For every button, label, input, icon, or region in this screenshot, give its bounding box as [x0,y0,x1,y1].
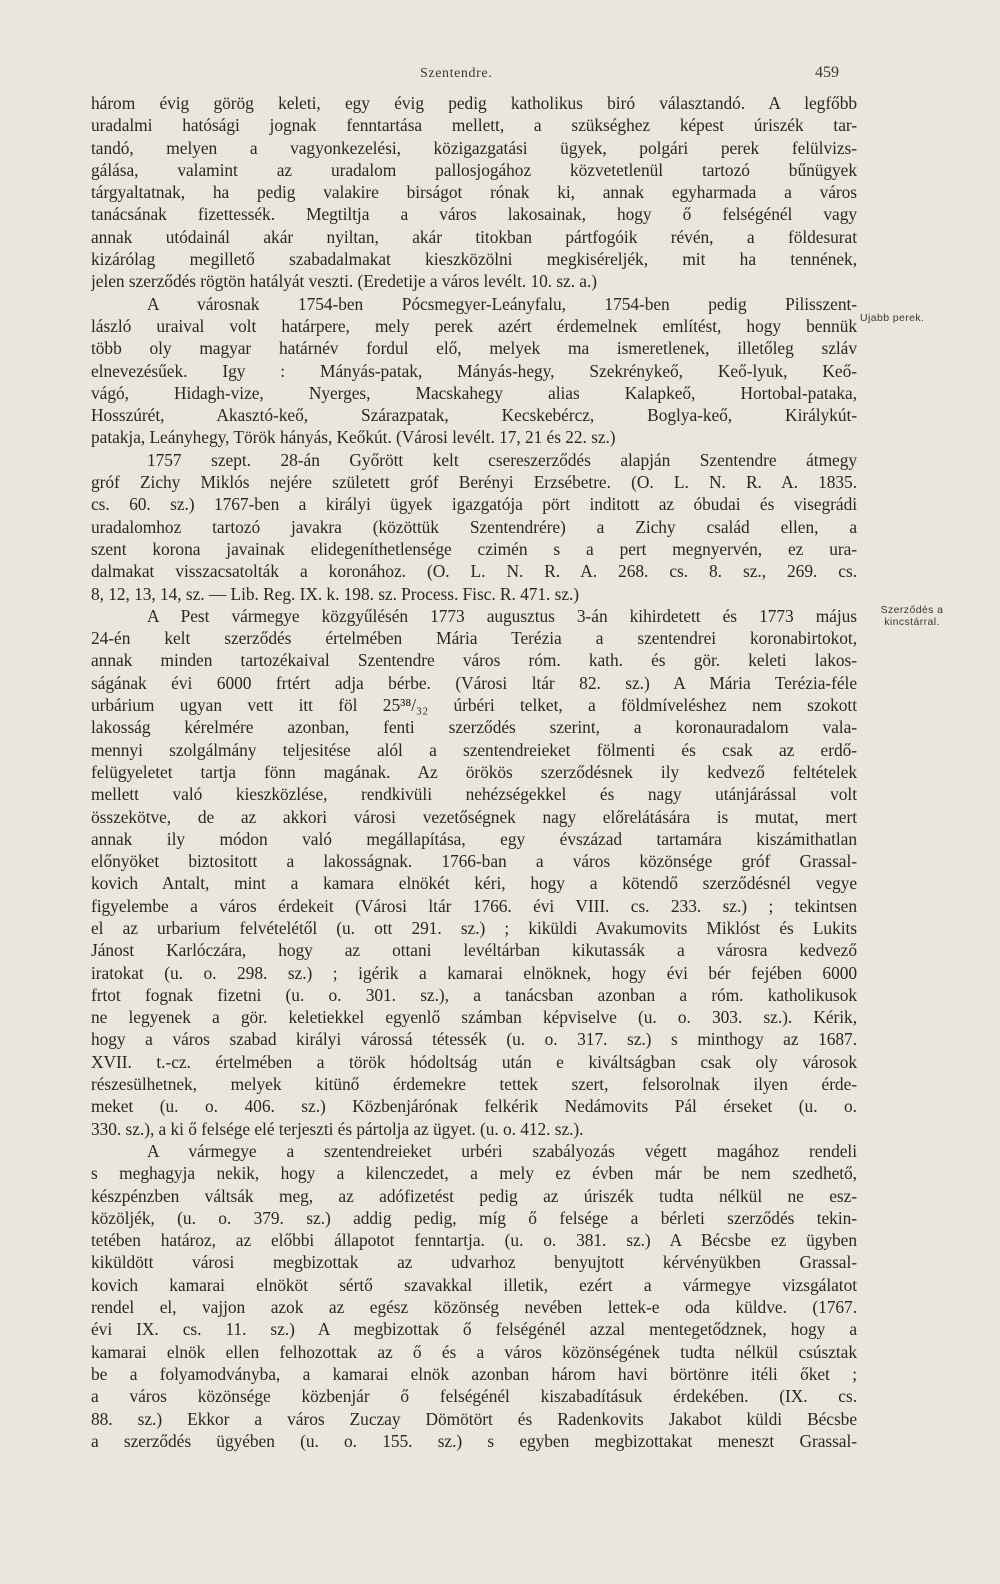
text-line: 330. sz.), a ki ő felsége elé terjeszti és pártolja az ügyet. (u. o. 412. sz.). [91,1118,584,1139]
text-line: dalmakat visszacsatolták a koronához. (O. L. N. R. A. 268. cs. 8. sz., 269. cs. [91,561,857,582]
page-number: 459 [815,64,839,81]
text-line: el az urbarium felvételétől (u. ott 291. sz.) ; kiküldi Avakumovits Miklóst és Lukits [91,917,857,938]
text-line: hogy a város szabad királyi várossá tétessék (u. o. 317. sz.) s minthogy az 1687. [91,1029,857,1050]
text-line: három évig görög keleti, egy évig pedig katholikus biró választandó. A legfőbb [91,93,857,113]
text-line: kovich Antalt, mint a kamara elnökét kéri, hogy a kötendő szerződésnél vegye [91,873,857,894]
text-line: uradalomhoz tartozó javakra (közöttük Szentendrére) a Zichy család ellen, a [91,516,857,537]
text-line: cs. 60. sz.) 1767-ben a királyi ügyek igazgatója pört inditott az óbudai és visegrádi [91,494,857,515]
text-line: annak minden tartozékaival Szentendre város róm. kath. és gör. keleti lakos- [91,650,857,671]
text-line: jelen szerződés rögtön hatályát veszti. (Eredetije a város levélt. 10. sz. a.) [91,271,598,292]
text-line: a város közönsége közbenjár ő felségénél kiszabadításuk érdekében. (IX. cs. [91,1386,857,1407]
text-line: uradalmi hatósági jognak fenntartása mellett, a szükséghez képest úriszék tar- [91,115,857,136]
text-line: elnevezésűek. Igy : Mányás-patak, Mányás-hegy, Szekrénykeő, Keő-lyuk, Keő- [91,360,857,381]
text-line: urbárium ugyan vett itt föl 25³⁸/₃₂ úrbéri telket, a földmíveléshez nem szokott [91,695,857,716]
text-line: több oly magyar határnév fordul elő, melyek ma ismeretlenek, illetőleg szláv [91,338,857,359]
text-line: meket (u. o. 406. sz.) Közbenjárónak felkérik Nedámovits Pál érseket (u. o. [91,1096,857,1117]
margin-note-ujabb-perek: Ujabb perek. [860,312,925,324]
margin-note-szerzodes: Szerződés a kincstárral. [880,604,944,628]
text-line: szent korona javainak elidegeníthetlensége czimén s a pert megnyervén, ez ura- [91,538,857,559]
text-line: 8, 12, 13, 14, sz. — Lib. Reg. IX. k. 198. sz. Process. Fisc. R. 471. sz.) [91,583,580,604]
text-line: mennyi szolgálmány teljesitése alól a szentendreieket fölmenti és csak az erdő- [91,739,857,760]
text-line: lakosság kérelmére azonban, fenti szerződés szerint, a koronauradalom vala- [91,717,857,738]
text-line: tanácsának fizettessék. Megtiltja a város lakosainak, hogy ő felségénél vagy [91,204,857,225]
text-line: ságának évi 6000 frtért adja bérbe. (Városi ltár 82. sz.) A Mária Terézia-féle [91,672,857,693]
text-line: kizárólag megillető szabadalmakat kieszközölni megkiséreljék, mit ha tennének, [91,249,857,270]
text-line: részesülhetnek, melyek kitünő érdemekre tettek szert, felsorolnak ilyen érde- [91,1074,857,1095]
text-line: mellett való kieszközlése, rendkivüli nehézségekkel és nagy utánjárással volt [91,784,857,805]
text-line: XVII. t.-cz. értelmében a török hódoltság után e kiváltságban csak oly városok [91,1051,857,1072]
text-line: 24-én kelt szerződés értelmében Mária Terézia a szentendrei koronabirtokot, [91,628,857,649]
text-line: vágó, Hidagh-vize, Nyerges, Macskahegy alias Kalapkeő, Hortobal-pataka, [91,382,857,403]
text-line: gálása, valamint az uradalom pallosjogához közvetetlenül tartozó bűnügyek [91,159,857,180]
text-line: készpénzben váltsák meg, az adófizetést pedig az úriszék tudta nélkül ne esz- [91,1185,857,1206]
text-line: gróf Zichy Miklós nejére született gróf Berényi Erzsébetre. (O. L. N. R. A. 1835. [91,472,857,493]
text-line: tárgyaltatnak, ha pedig valakire birságot rónak ki, annak egyharmada a város [91,182,857,203]
text-line: frtot fognak fizetni (u. o. 301. sz.), a tanácsban azonban a róm. katholikusok [91,984,857,1005]
text-line: előnyöket biztositott a lakosságnak. 1766-ban a város közönsége gróf Grassal- [91,851,857,872]
text-line: évi IX. cs. 11. sz.) A megbizottak ő felségénél azzal mentegetődznek, hogy a [91,1319,857,1340]
text-line: Hosszúrét, Akasztó-keő, Szárazpatak, Kecskebércz, Boglya-keő, Királykút- [91,405,857,426]
text-line: lászló uraival volt határpere, mely perek azért érdemelnek említést, hogy bennük [91,315,857,336]
text-line: kiküldött városi megbizottak az udvarhoz benyujtott kérvényükben Grassal- [91,1252,857,1273]
text-line: tandó, melyen a vagyonkezelési, közigazgatási ügyek, polgári perek felülvizs- [91,137,857,158]
text-line: ne legyenek a gör. keletiekkel egyenlő számban képviselve (u. o. 303. sz.). Kérik, [91,1007,857,1028]
text-line: rendel el, vajjon azok az egész közönség nevében lettek-e oda küldve. (1767. [91,1297,857,1318]
text-line: iratokat (u. o. 298. sz.) ; igérik a kamarai elnöknek, hogy évi bér fejében 6000 [91,962,857,983]
text-line: figyelembe a város érdekeit (Városi ltár 1766. évi VIII. cs. 233. sz.) ; tekintsen [91,895,857,916]
body-text [91,92,857,1452]
text-line: A Pest vármegye közgyűlésén 1773 augusztus 3-án kihirdetett és 1773 május [147,605,857,626]
text-line: 88. sz.) Ekkor a város Zuczay Dömötört és Radenkovits Jakabot küldi Bécsbe [91,1408,857,1429]
text-line: 1757 szept. 28-án Győrött kelt csereszerződés alapján Szentendre átmegy [147,449,857,470]
text-line: a szerződés ügyében (u. o. 155. sz.) s egyben megbizottakat meneszt Grassal- [91,1430,857,1451]
text-line: patakja, Leányhegy, Török hányás, Keőkút. (Városi levélt. 17, 21 és 22. sz.) [91,427,616,448]
text-line: kovich kamarai elnököt sértő szavakkal illetik, ezért a vármegye vizsgálatot [91,1274,857,1295]
text-line: felügyeletet tartja fönn magának. Az örökös szerződésnek ily kedvező feltételek [91,761,857,782]
text-line: A vármegye a szentendreieket urbéri szabályozás végett magához rendeli [147,1140,857,1161]
running-head-title: Szentendre. [420,66,493,81]
text-line: közöljék, (u. o. 379. sz.) addig pedig, míg ő felsége a bérleti szerződés tekin- [91,1207,857,1228]
text-line: be a folyamodványba, a kamarai elnök azonban három havi börtönre itéli őket ; [91,1363,857,1384]
text-line: annak utódainál akár nyiltan, akár titokban pártfogóik révén, a földesurat [91,226,857,247]
text-line: kamarai elnök ellen felhozottak az ő és a város közönségének tudta nélkül csúsztak [91,1341,857,1362]
text-line: összekötve, de az akkori városi vezetőségnek nagy előrelátására is mutat, mert [91,806,857,827]
text-line: Jánost Karlóczára, hogy az ottani levéltárban kikutassák a városra kedvező [91,940,857,961]
text-line: s meghagyja nekik, hogy a kilenczedet, a mely ez évben már be nem szedhető, [91,1163,857,1184]
text-line: tetében határoz, az előbbi állapotot fenntartja. (u. o. 381. sz.) A Bécsbe ez ügyben [91,1230,857,1251]
text-line: A városnak 1754-ben Pócsmegyer-Leányfalu, 1754-ben pedig Pilisszent- [147,293,857,314]
text-line: annak ily módon való megállapítása, egy évszázad tartamára kiszámithatlan [91,828,857,849]
